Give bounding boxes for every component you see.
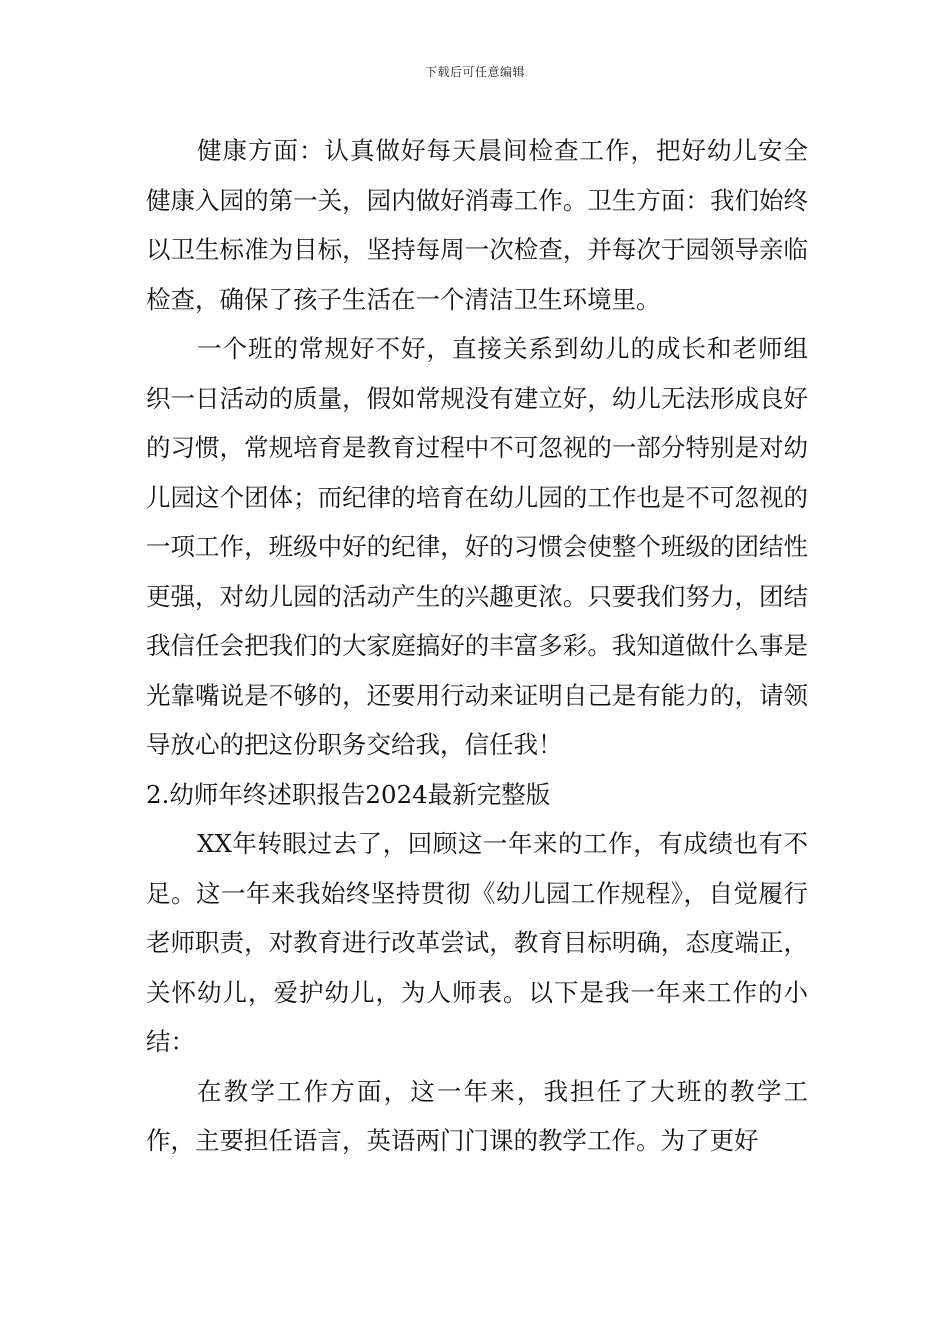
paragraph-year-review: XX年转眼过去了，回顾这一年来的工作，有成绩也有不足。这一年来我始终坚持贯彻《幼儿园工作规程》，自觉履行老师职责，对教育进行改革尝试，教育目标明确，态度端正，关怀幼儿，爱护幼儿，为人师表。以下是我一年来工作的小结： xyxy=(146,829,808,1056)
section-heading: 2.幼师年终述职报告2024最新完整版 xyxy=(146,779,551,809)
paragraph-health-hygiene: 健康方面：认真做好每天晨间检查工作，把好幼儿安全健康入园的第一关，园内做好消毒工作。卫生方面：我们始终以卫生标准为目标，坚持每周一次检查，并每次于园领导亲临检查，确保了孩子生活在一个清洁卫生环境里。 xyxy=(146,136,808,314)
page-header: 下载后可任意编辑 xyxy=(424,65,525,79)
document-body xyxy=(146,126,808,1166)
paragraph-class-routine: 一个班的常规好不好，直接关系到幼儿的成长和老师组织一日活动的质量，假如常规没有建立好，幼儿无法形成良好的习惯，常规培育是教育过程中不可忽视的一部分特别是对幼儿园这个团体；而纪律的培育在幼儿园的工作也是不可忽视的一项工作，班级中好的纪律，好的习惯会使整个班级的团结性更强，对幼儿园的活动产生的兴趣更浓。只要我们努力，团结我信任会把我们的大家庭搞好的丰富多彩。我知道做什么事是光靠嘴说是不够的，还要用行动来证明自己是有能力的，请领导放心的把这份职务交给我，信任我！ xyxy=(146,334,808,759)
paragraph-teaching-work: 在教学工作方面，这一年来，我担任了大班的教学工作，主要担任语言，英语两门门课的教学工作。为了更好 xyxy=(146,1076,808,1155)
